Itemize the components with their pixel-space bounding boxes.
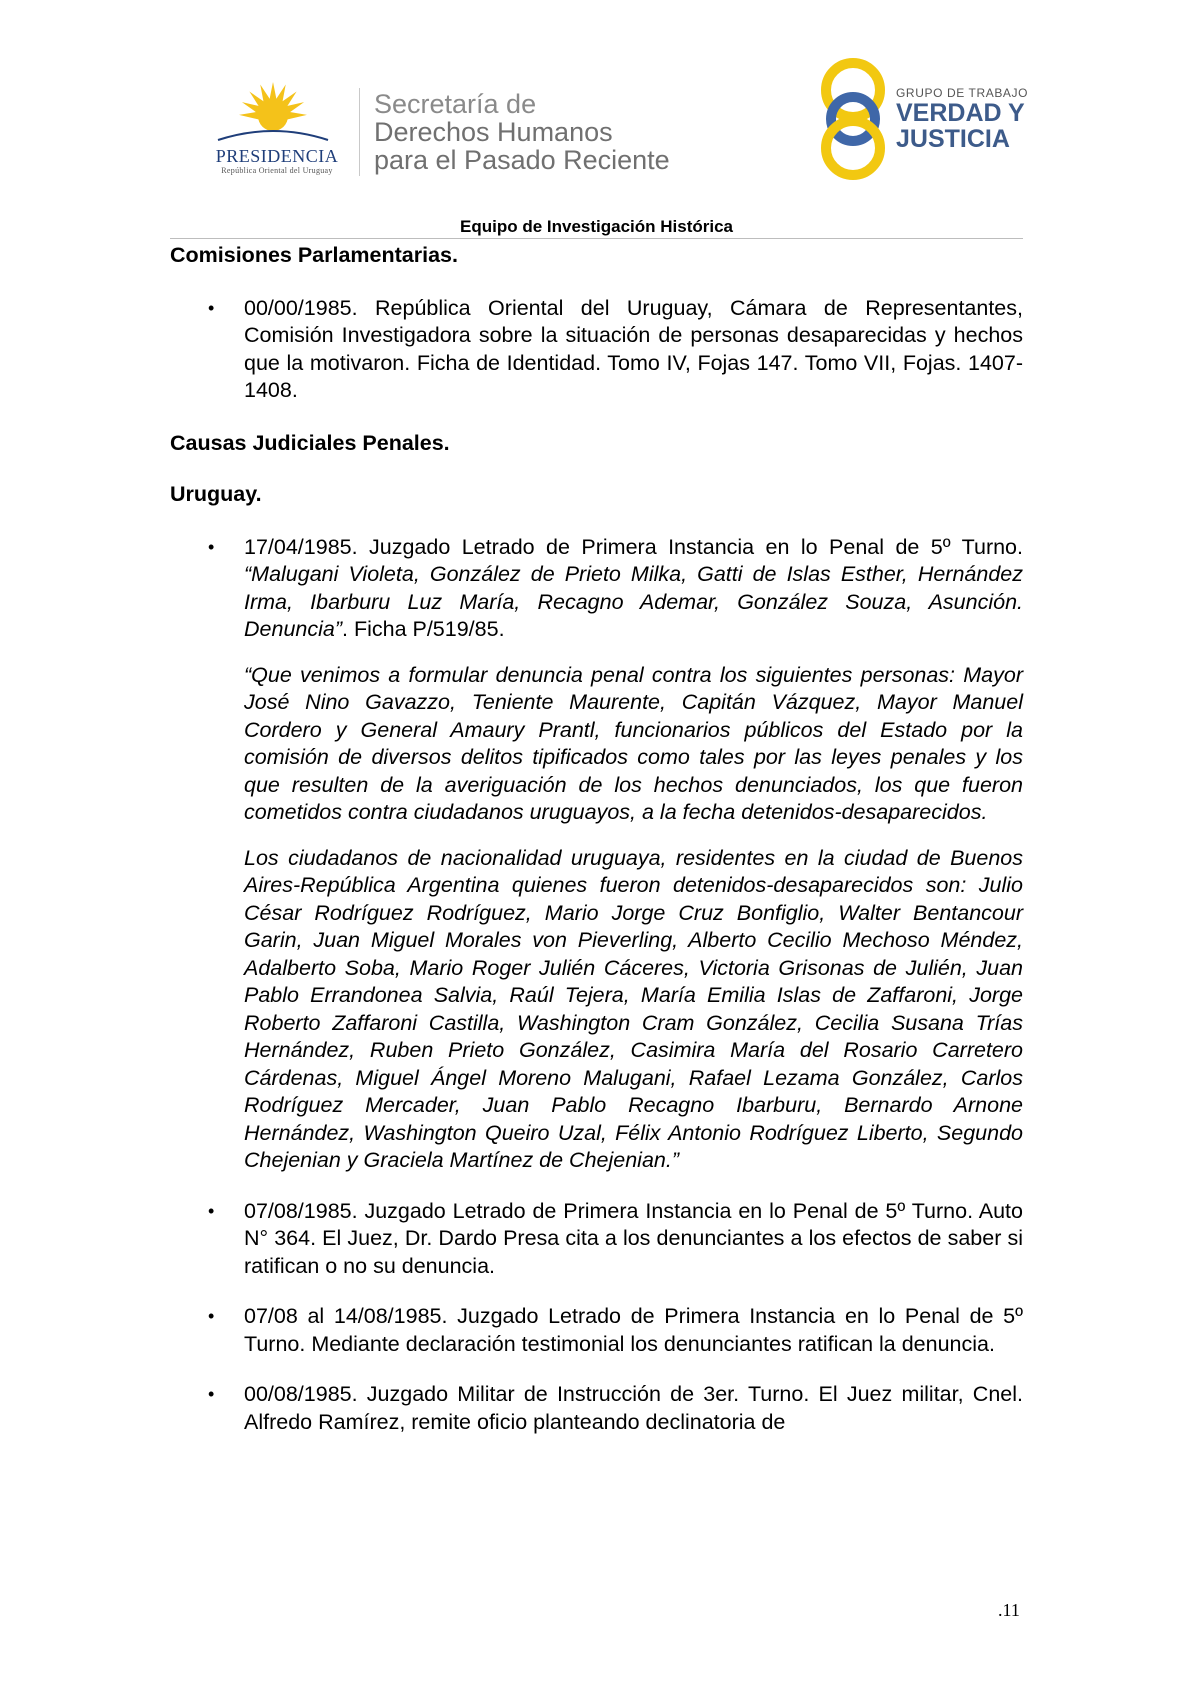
list-item bbox=[170, 534, 1023, 644]
header-rule bbox=[170, 238, 1023, 239]
list-item bbox=[170, 295, 1023, 405]
item-text: 00/08/1985. Juzgado Militar de Instrucción de 3er. Turno. El Juez militar, Cnel. Alfredo Ramírez, remite oficio planteando declinatoria de bbox=[244, 1382, 1023, 1434]
team-title: Equipo de Investigación Histórica bbox=[460, 217, 733, 236]
page-header bbox=[0, 0, 1191, 236]
list-comisiones bbox=[170, 295, 1023, 405]
list-item bbox=[170, 1198, 1023, 1281]
presidencia-label: PRESIDENCIA bbox=[215, 146, 339, 166]
heading-uruguay: Uruguay. bbox=[170, 482, 262, 506]
logo-divider bbox=[359, 88, 360, 176]
heading-comisiones: Comisiones Parlamentarias. bbox=[170, 243, 458, 267]
quote-paragraph-1: “Que venimos a formular denuncia penal contra los siguientes personas: Mayor José Nino Gavazzo, Teniente Maurente, Capitán Vázquez, Mayor Manuel Cordero y General Amaury Prantl, funcionarios públicos del Estado por la comisión de diversos delitos tipificados como tales por las leyes penales y los que resulten de la averiguación de los hechos denunciados, los que fueron cometidos contra ciudadanos uruguayos, a la fecha detenidos-desaparecidos. bbox=[244, 662, 1023, 824]
document-body bbox=[170, 240, 1023, 1436]
list-item bbox=[170, 1303, 1023, 1358]
secretaria-line-2: Derechos Humanos bbox=[374, 117, 613, 147]
bullet: • bbox=[208, 1384, 215, 1404]
vyj-small-label: GRUPO DE TRABAJO bbox=[896, 86, 1029, 100]
page-number: .11 bbox=[998, 1600, 1020, 1620]
item-text-tail: . Ficha P/519/85. bbox=[342, 617, 505, 641]
bullet: • bbox=[208, 536, 215, 557]
heading-causas: Causas Judiciales Penales. bbox=[170, 430, 450, 455]
secretaria-line-1: Secretaría de bbox=[374, 89, 537, 119]
presidencia-sublabel: República Oriental del Uruguay bbox=[221, 166, 333, 175]
item-quoted-title: “Malugani Violeta, González de Prieto Milka, Gatti de Islas Esther, Hernández Irma, Ibarburu Luz María, Recagno Ademar, González Souza, Asunción. Denuncia” bbox=[244, 562, 1023, 641]
bullet: • bbox=[208, 1200, 215, 1221]
item-text: 07/08/1985. Juzgado Letrado de Primera Instancia en lo Penal de 5º Turno. Auto N° 364. El Juez, Dr. Dardo Presa cita a los denunciantes a los efectos de saber si ratifican o no su denuncia. bbox=[244, 1198, 1023, 1278]
list-causas-cont bbox=[170, 1198, 1023, 1437]
vyj-line-1: VERDAD Y bbox=[896, 99, 1025, 127]
item-text: 07/08 al 14/08/1985. Juzgado Letrado de Primera Instancia en lo Penal de 5º Turno. Mediante declaración testimonial los denunciantes ratifican la denuncia. bbox=[244, 1304, 1023, 1356]
verdad-justicia-text bbox=[896, 86, 1028, 152]
quote-paragraph-2: Los ciudadanos de nacionalidad uruguaya, residentes en la ciudad de Buenos Aires-República Argentina quienes fueron detenidos-desaparecidos son: Julio César Rodríguez Rodríguez, Mario Jorge Cruz Bonfiglio, Walter Bentancour Garin, Juan Miguel Morales von Pieverling, Alberto Cecilio Mechoso Méndez, Adalberto Soba, Mario Roger Julién Cáceres, Victoria Grisonas de Julién, Juan Pablo Errandonea Salvia, Raúl Tejera, María Emilia Islas de Zaffaroni, Jorge Roberto Zaffaroni Castilla, Washington Cram González, Cecilia Susana Trías Hernández, Ruben Prieto González, Casimira María del Rosario Carretero Cárdenas, Miguel Ángel Moreno Malugani, Rafael Lezama González, Carlos Rodríguez Mercader, Juan Pablo Recagno Ibarburu, Bernardo Arnone Hernández, Washington Queiro Uzal, Félix Antonio Rodríguez Liberto, Segundo Chejenian y Graciela Martínez de Chejenian.” bbox=[244, 845, 1023, 1172]
secretaria-logo-text bbox=[374, 90, 670, 174]
bullet: • bbox=[208, 1306, 215, 1326]
list-causas bbox=[170, 534, 1023, 644]
vyj-line-2: JUSTICIA bbox=[896, 125, 1010, 153]
item-text: 00/00/1985. República Oriental del Uruguay, Cámara de Representantes, Comisión Investigadora sobre la situación de personas desaparecidas y hechos que la motivaron. Ficha de Identidad. Tomo IV, Fojas 147. Tomo VII, Fojas. 1407- 1408. bbox=[244, 295, 1023, 402]
list-item bbox=[170, 1381, 1023, 1436]
secretaria-line-3: para el Pasado Reciente bbox=[374, 145, 670, 175]
item-text: 17/04/1985. Juzgado Letrado de Primera Instancia en lo Penal de 5º Turno. bbox=[244, 534, 1023, 559]
bullet: • bbox=[208, 297, 215, 318]
